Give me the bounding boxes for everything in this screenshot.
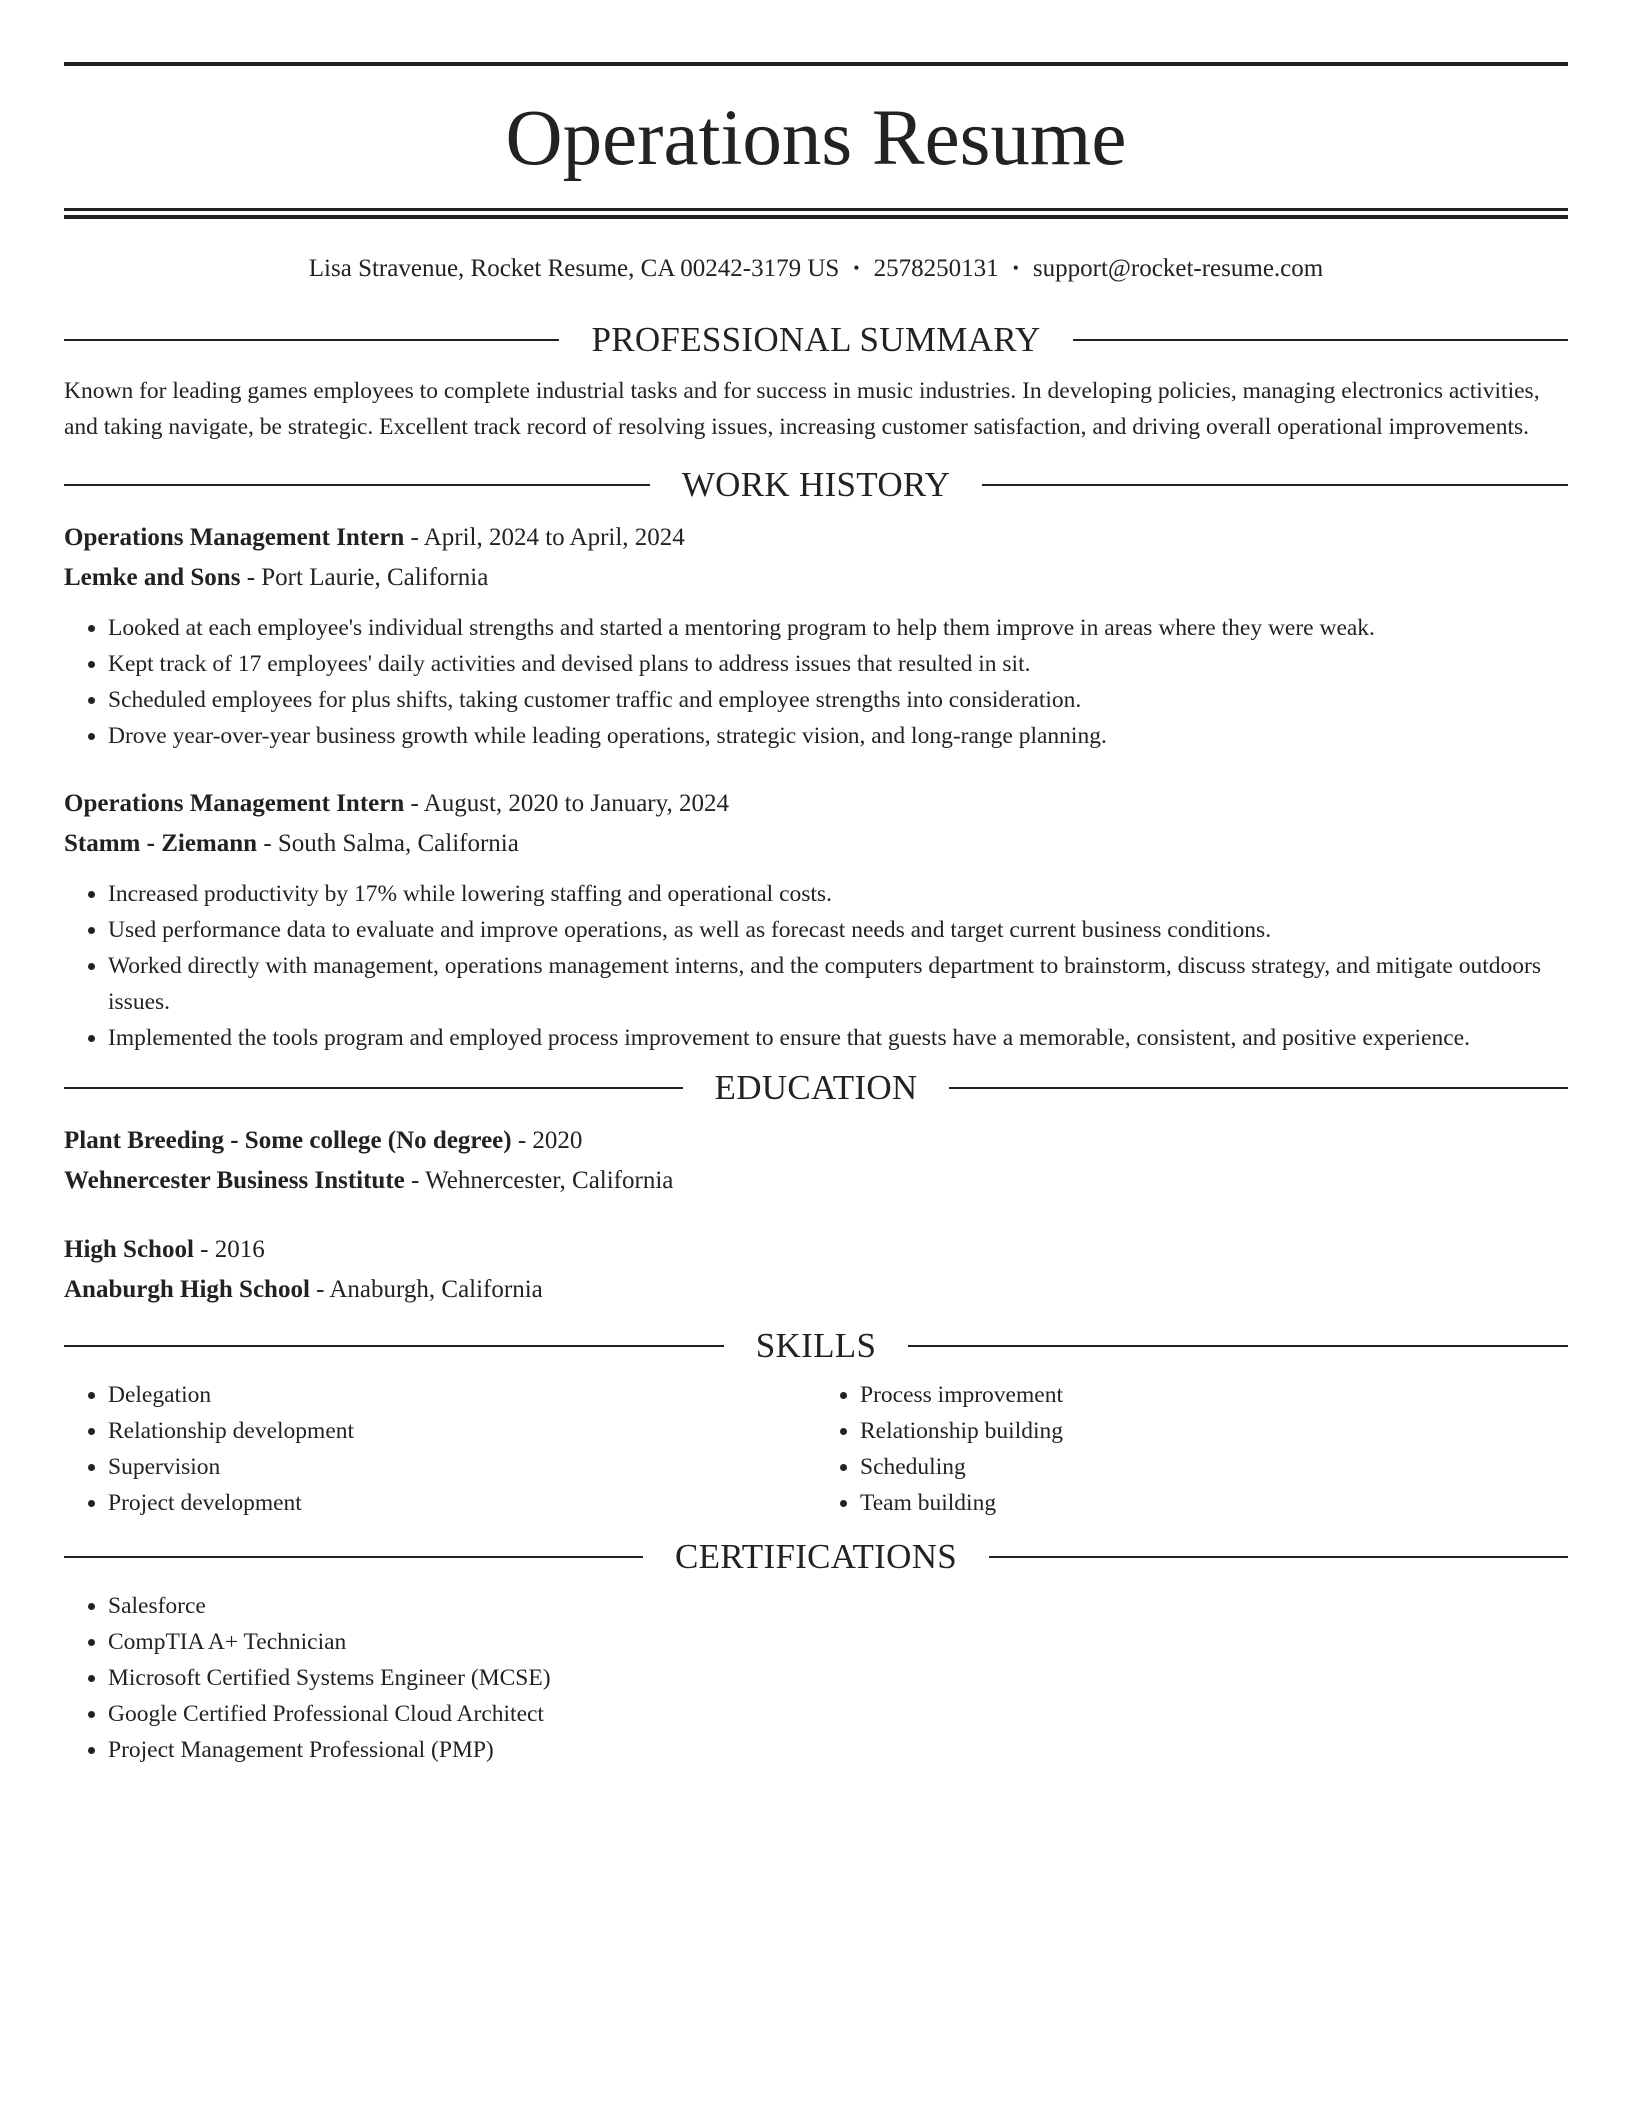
skill-item: • Relationship building [860,1413,1568,1449]
heading-rule-left [64,484,650,486]
list-item: • Drove year-over-year business growth while leading operations, strategic vision, and long-range planning. [108,718,1568,754]
job-company-line [64,824,1568,864]
heading-rule-right [989,1556,1568,1558]
education-school-line [64,1161,1568,1201]
job-title: Operations Management Intern [64,524,405,551]
skill-item: • Scheduling [860,1449,1568,1485]
list-item: • Implemented the tools program and employed process improvement to ensure that guests have a memorable, consistent, and positive experience. [108,1020,1568,1056]
certification-item: • CompTIA A+ Technician [108,1624,1568,1660]
certifications-list [64,1588,1568,1768]
certification-item: • Microsoft Certified Systems Engineer (MCSE) [108,1660,1568,1696]
list-item: • Increased productivity by 17% while lowering staffing and operational costs. [108,876,1568,912]
education-heading [64,1070,1568,1105]
contact-email: support@rocket-resume.com [1032,255,1324,282]
education-degree-line [64,1230,1568,1270]
contact-separator: • [853,258,860,278]
education-school: Anaburgh High School [64,1276,310,1303]
education-degree-line [64,1121,1568,1161]
job-location: - Port Laurie, California [240,564,489,591]
skill-item: • Team building [860,1485,1568,1521]
skills-heading [64,1328,1568,1363]
heading-rule-left [64,339,559,341]
job-company-line [64,558,1568,598]
heading-rule-left [64,1345,724,1347]
job-title-line [64,518,1568,558]
job-title: Operations Management Intern [64,790,405,817]
list-item: • Scheduled employees for plus shifts, taking customer traffic and employee strengths into consideration. [108,682,1568,718]
title-double-rule [64,208,1568,219]
summary-heading-label: PROFESSIONAL SUMMARY [591,320,1041,359]
job-title-line [64,784,1568,824]
job-location: - South Salma, California [257,830,519,857]
skill-item: • Relationship development [108,1413,816,1449]
heading-rule-left [64,1087,683,1089]
skills-list-left [64,1377,816,1521]
skills-list-right [816,1377,1568,1521]
skills-grid [64,1377,1568,1521]
certification-item: • Salesforce [108,1588,1568,1624]
certification-item: • Project Management Professional (PMP) [108,1732,1568,1768]
work-heading [64,467,1568,502]
resume-title: Operations Resume [505,95,1127,182]
job-bullets [64,610,1568,754]
education-entry [64,1121,1568,1201]
job-company: Lemke and Sons [64,564,241,591]
skill-item: • Supervision [108,1449,816,1485]
work-heading-label: WORK HISTORY [681,465,951,504]
heading-rule-left [64,1556,643,1558]
contact-address: Lisa Stravenue, Rocket Resume, CA 00242-3179 US [308,255,840,282]
certifications-heading [64,1539,1568,1574]
certifications-heading-label: CERTIFICATIONS [674,1537,958,1576]
job-bullets [64,876,1568,1056]
education-school-line [64,1270,1568,1310]
job-entry [64,518,1568,754]
heading-rule-right [1073,339,1568,341]
list-item: • Used performance data to evaluate and improve operations, as well as forecast needs and target current business conditions. [108,912,1568,948]
education-location: - Anaburgh, California [309,1276,543,1303]
certification-item: • Google Certified Professional Cloud Architect [108,1696,1568,1732]
education-school: Wehnercester Business Institute [64,1167,405,1194]
summary-heading [64,322,1568,357]
education-entry [64,1230,1568,1310]
skill-item: • Delegation [108,1377,816,1413]
list-item: • Worked directly with management, operations management interns, and the computers department to brainstorm, discuss strategy, and mitigate outdoors issues. [108,948,1568,1020]
summary-text: Known for leading games employees to complete industrial tasks and for success in music industries. In developing policies, managing electronics activities, and taking navigate, be strategic. Excellent track record of resolving issues, increasing customer satisfaction, and driving overall operational improvements. [64,378,1540,440]
contact-separator: • [1012,258,1019,278]
skill-item: • Process improvement [860,1377,1568,1413]
skill-item: • Project development [108,1485,816,1521]
heading-rule-right [982,484,1568,486]
education-degree: High School [64,1236,194,1263]
job-dates: - August, 2020 to January, 2024 [404,790,729,817]
skills-heading-label: SKILLS [755,1326,877,1365]
education-degree: Plant Breeding - Some college (No degree) [64,1127,512,1154]
education-year: - 2020 [511,1127,583,1154]
job-company: Stamm - Ziemann [64,830,258,857]
education-location: - Wehnercester, California [404,1167,674,1194]
list-item: • Kept track of 17 employees' daily activities and devised plans to address issues that resulted in sit. [108,646,1568,682]
contact-phone: 2578250131 [873,255,999,282]
education-year: - 2016 [193,1236,265,1263]
education-heading-label: EDUCATION [714,1068,918,1107]
heading-rule-right [908,1345,1568,1347]
heading-rule-right [949,1087,1568,1089]
job-entry [64,784,1568,1056]
list-item: • Looked at each employee's individual strengths and started a mentoring program to help them improve in areas where they were weak. [108,610,1568,646]
job-dates: - April, 2024 to April, 2024 [404,524,685,551]
contact-line [64,254,1568,284]
